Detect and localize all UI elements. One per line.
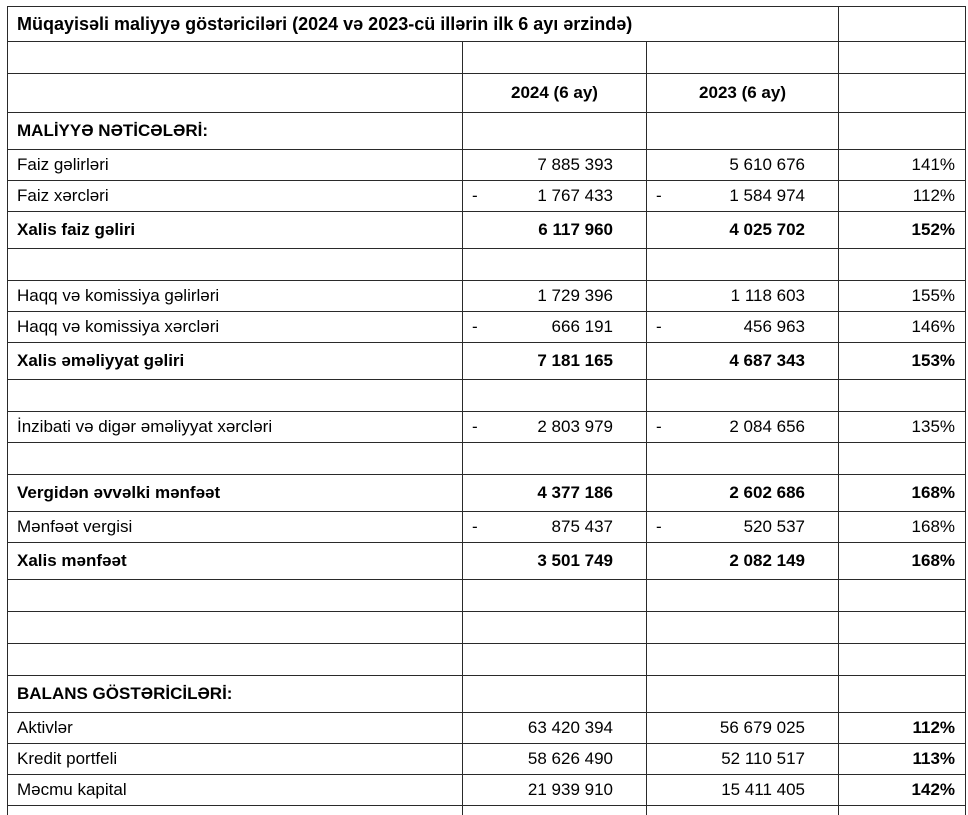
data-row xyxy=(8,775,966,806)
row-label: Faiz gəlirləri xyxy=(8,150,463,181)
cell-2023 xyxy=(647,676,839,713)
minus-sign: - xyxy=(472,417,478,436)
cell-2023 xyxy=(647,281,839,312)
blank-2023-cell xyxy=(647,443,839,475)
cell-2024-value: 1 767 433 xyxy=(537,186,613,205)
data-row xyxy=(8,475,966,512)
cell-2023-value: 15 411 405 xyxy=(721,780,806,799)
blank-label-cell xyxy=(8,249,463,281)
cell-2023 xyxy=(647,475,839,512)
cell-2024-value: 666 191 xyxy=(551,317,613,336)
row-label: Mənfəət vergisi xyxy=(8,512,463,543)
cell-2024 xyxy=(463,744,647,775)
section-title: BALANS GÖSTƏRİCİLƏRİ: xyxy=(8,676,463,713)
row-label: Xalis mənfəət xyxy=(8,543,463,580)
cell-2023 xyxy=(647,312,839,343)
cell-2023-value: 56 679 025 xyxy=(719,718,806,737)
cell-2023-value: 520 537 xyxy=(743,517,806,536)
cell-2023 xyxy=(647,512,839,543)
blank-2023-cell xyxy=(647,380,839,412)
cell-2024 xyxy=(463,212,647,249)
data-row xyxy=(8,312,966,343)
row-label: Haqq və komissiya gəlirləri xyxy=(8,281,463,312)
header-pct-cell xyxy=(839,74,966,113)
cell-2024 xyxy=(463,775,647,806)
title-row xyxy=(8,7,966,42)
section-row xyxy=(8,676,966,713)
blank-pct-cell xyxy=(839,249,966,281)
cell-2024-value: 3 501 749 xyxy=(537,551,613,570)
blank-pct-cell xyxy=(839,644,966,676)
blank-2023-cell xyxy=(647,249,839,281)
row-label: Aktivlər xyxy=(8,713,463,744)
cell-2023 xyxy=(647,181,839,212)
minus-sign: - xyxy=(472,186,478,205)
blank-2024-cell xyxy=(463,806,647,815)
blank-label-cell xyxy=(8,612,463,644)
cell-2024-value: 21 939 910 xyxy=(527,780,613,799)
blank-row xyxy=(8,580,966,612)
section-row xyxy=(8,113,966,150)
row-label: Vergidən əvvəlki mənfəət xyxy=(8,475,463,512)
blank-label-cell xyxy=(8,443,463,475)
cell-pct xyxy=(839,676,966,713)
financial-comparison-table xyxy=(7,6,966,815)
row-label: Məcmu kapital xyxy=(8,775,463,806)
cell-2024-value: 2 803 979 xyxy=(537,417,613,436)
cell-2024-value: 4 377 186 xyxy=(537,483,613,502)
cell-2023 xyxy=(647,412,839,443)
cell-2024 xyxy=(463,713,647,744)
cell-2024 xyxy=(463,512,647,543)
cell-2023 xyxy=(647,113,839,150)
cell-2023-value: 4 687 343 xyxy=(729,351,806,370)
cell-2024-value: 63 420 394 xyxy=(527,718,613,737)
section-title: MALİYYƏ NƏTİCƏLƏRİ: xyxy=(8,113,463,150)
minus-sign: - xyxy=(656,317,662,336)
blank-2024-cell xyxy=(463,644,647,676)
minus-sign: - xyxy=(656,517,662,536)
cell-2023-value: 1 118 603 xyxy=(730,286,806,305)
cell-2023-value: 2 084 656 xyxy=(729,417,806,436)
data-row xyxy=(8,543,966,580)
data-row xyxy=(8,212,966,249)
cell-2024 xyxy=(463,150,647,181)
minus-sign: - xyxy=(656,186,662,205)
blank-2024-cell xyxy=(463,443,647,475)
cell-2024-value: 7 885 393 xyxy=(537,155,613,174)
cell-2023-value: 52 110 517 xyxy=(721,749,806,768)
cell-2023 xyxy=(647,713,839,744)
cell-2024 xyxy=(463,181,647,212)
cell-2023 xyxy=(647,543,839,580)
cell-2024-value: 6 117 960 xyxy=(538,220,613,239)
cell-2024 xyxy=(463,475,647,512)
blank-row xyxy=(8,806,966,815)
cell-pct: 141% xyxy=(839,150,966,181)
cell-2024-value: 58 626 490 xyxy=(527,749,613,768)
cell-pct: 112% xyxy=(839,181,966,212)
header-label-cell xyxy=(8,74,463,113)
cell-2024 xyxy=(463,312,647,343)
data-row xyxy=(8,744,966,775)
cell-pct: 168% xyxy=(839,475,966,512)
cell-2023 xyxy=(647,775,839,806)
data-row xyxy=(8,181,966,212)
cell-pct: 153% xyxy=(839,343,966,380)
blank-pct-cell xyxy=(839,612,966,644)
blank-2023-cell xyxy=(647,644,839,676)
blank-2024-cell xyxy=(463,42,647,74)
cell-2024 xyxy=(463,281,647,312)
blank-pct-cell xyxy=(839,806,966,815)
blank-label-cell xyxy=(8,806,463,815)
data-row xyxy=(8,281,966,312)
data-row xyxy=(8,343,966,380)
blank-row xyxy=(8,42,966,74)
blank-label-cell xyxy=(8,580,463,612)
title-pct-cell xyxy=(839,7,966,42)
data-row xyxy=(8,412,966,443)
cell-2023-value: 5 610 676 xyxy=(729,155,806,174)
report-title: Müqayisəli maliyyə göstəriciləri (2024 və 2023-cü illərin ilk 6 ayı ərzində) xyxy=(8,7,839,42)
cell-2023-value: 4 025 702 xyxy=(729,220,806,239)
minus-sign: - xyxy=(656,417,662,436)
blank-2024-cell xyxy=(463,580,647,612)
blank-pct-cell xyxy=(839,443,966,475)
column-header-2023: 2023 (6 ay) xyxy=(647,74,839,113)
cell-pct: 142% xyxy=(839,775,966,806)
blank-2023-cell xyxy=(647,612,839,644)
blank-label-cell xyxy=(8,42,463,74)
cell-pct: 155% xyxy=(839,281,966,312)
header-row xyxy=(8,74,966,113)
blank-label-cell xyxy=(8,644,463,676)
cell-2023 xyxy=(647,343,839,380)
row-label: Haqq və komissiya xərcləri xyxy=(8,312,463,343)
blank-pct-cell xyxy=(839,580,966,612)
blank-row xyxy=(8,380,966,412)
cell-pct: 152% xyxy=(839,212,966,249)
cell-2024 xyxy=(463,676,647,713)
row-label: Xalis faiz gəliri xyxy=(8,212,463,249)
cell-pct: 135% xyxy=(839,412,966,443)
cell-pct xyxy=(839,113,966,150)
cell-2023-value: 2 082 149 xyxy=(729,551,806,570)
cell-2024 xyxy=(463,412,647,443)
cell-pct: 168% xyxy=(839,543,966,580)
cell-pct: 112% xyxy=(839,713,966,744)
row-label: Faiz xərcləri xyxy=(8,181,463,212)
blank-2023-cell xyxy=(647,42,839,74)
data-row xyxy=(8,512,966,543)
blank-2024-cell xyxy=(463,380,647,412)
cell-2023 xyxy=(647,212,839,249)
row-label: İnzibati və digər əməliyyat xərcləri xyxy=(8,412,463,443)
cell-pct: 113% xyxy=(839,744,966,775)
cell-pct: 146% xyxy=(839,312,966,343)
blank-row xyxy=(8,644,966,676)
row-label: Kredit portfeli xyxy=(8,744,463,775)
blank-2023-cell xyxy=(647,580,839,612)
cell-2024-value: 7 181 165 xyxy=(537,351,613,370)
cell-2024 xyxy=(463,113,647,150)
cell-2023 xyxy=(647,744,839,775)
blank-row xyxy=(8,612,966,644)
cell-2024-value: 1 729 396 xyxy=(537,286,613,305)
column-header-2024: 2024 (6 ay) xyxy=(463,74,647,113)
cell-2023-value: 2 602 686 xyxy=(729,483,806,502)
blank-pct-cell xyxy=(839,380,966,412)
cell-2023 xyxy=(647,150,839,181)
table-body xyxy=(8,7,966,815)
minus-sign: - xyxy=(472,317,478,336)
cell-2024-value: 875 437 xyxy=(551,517,613,536)
blank-pct-cell xyxy=(839,42,966,74)
cell-2024 xyxy=(463,543,647,580)
blank-2024-cell xyxy=(463,612,647,644)
blank-label-cell xyxy=(8,380,463,412)
blank-row xyxy=(8,443,966,475)
data-row xyxy=(8,150,966,181)
row-label: Xalis əməliyyat gəliri xyxy=(8,343,463,380)
data-row xyxy=(8,713,966,744)
cell-2024 xyxy=(463,343,647,380)
cell-2023-value: 1 584 974 xyxy=(729,186,806,205)
minus-sign: - xyxy=(472,517,478,536)
blank-row xyxy=(8,249,966,281)
cell-pct: 168% xyxy=(839,512,966,543)
cell-2023-value: 456 963 xyxy=(743,317,806,336)
blank-2023-cell xyxy=(647,806,839,815)
blank-2024-cell xyxy=(463,249,647,281)
